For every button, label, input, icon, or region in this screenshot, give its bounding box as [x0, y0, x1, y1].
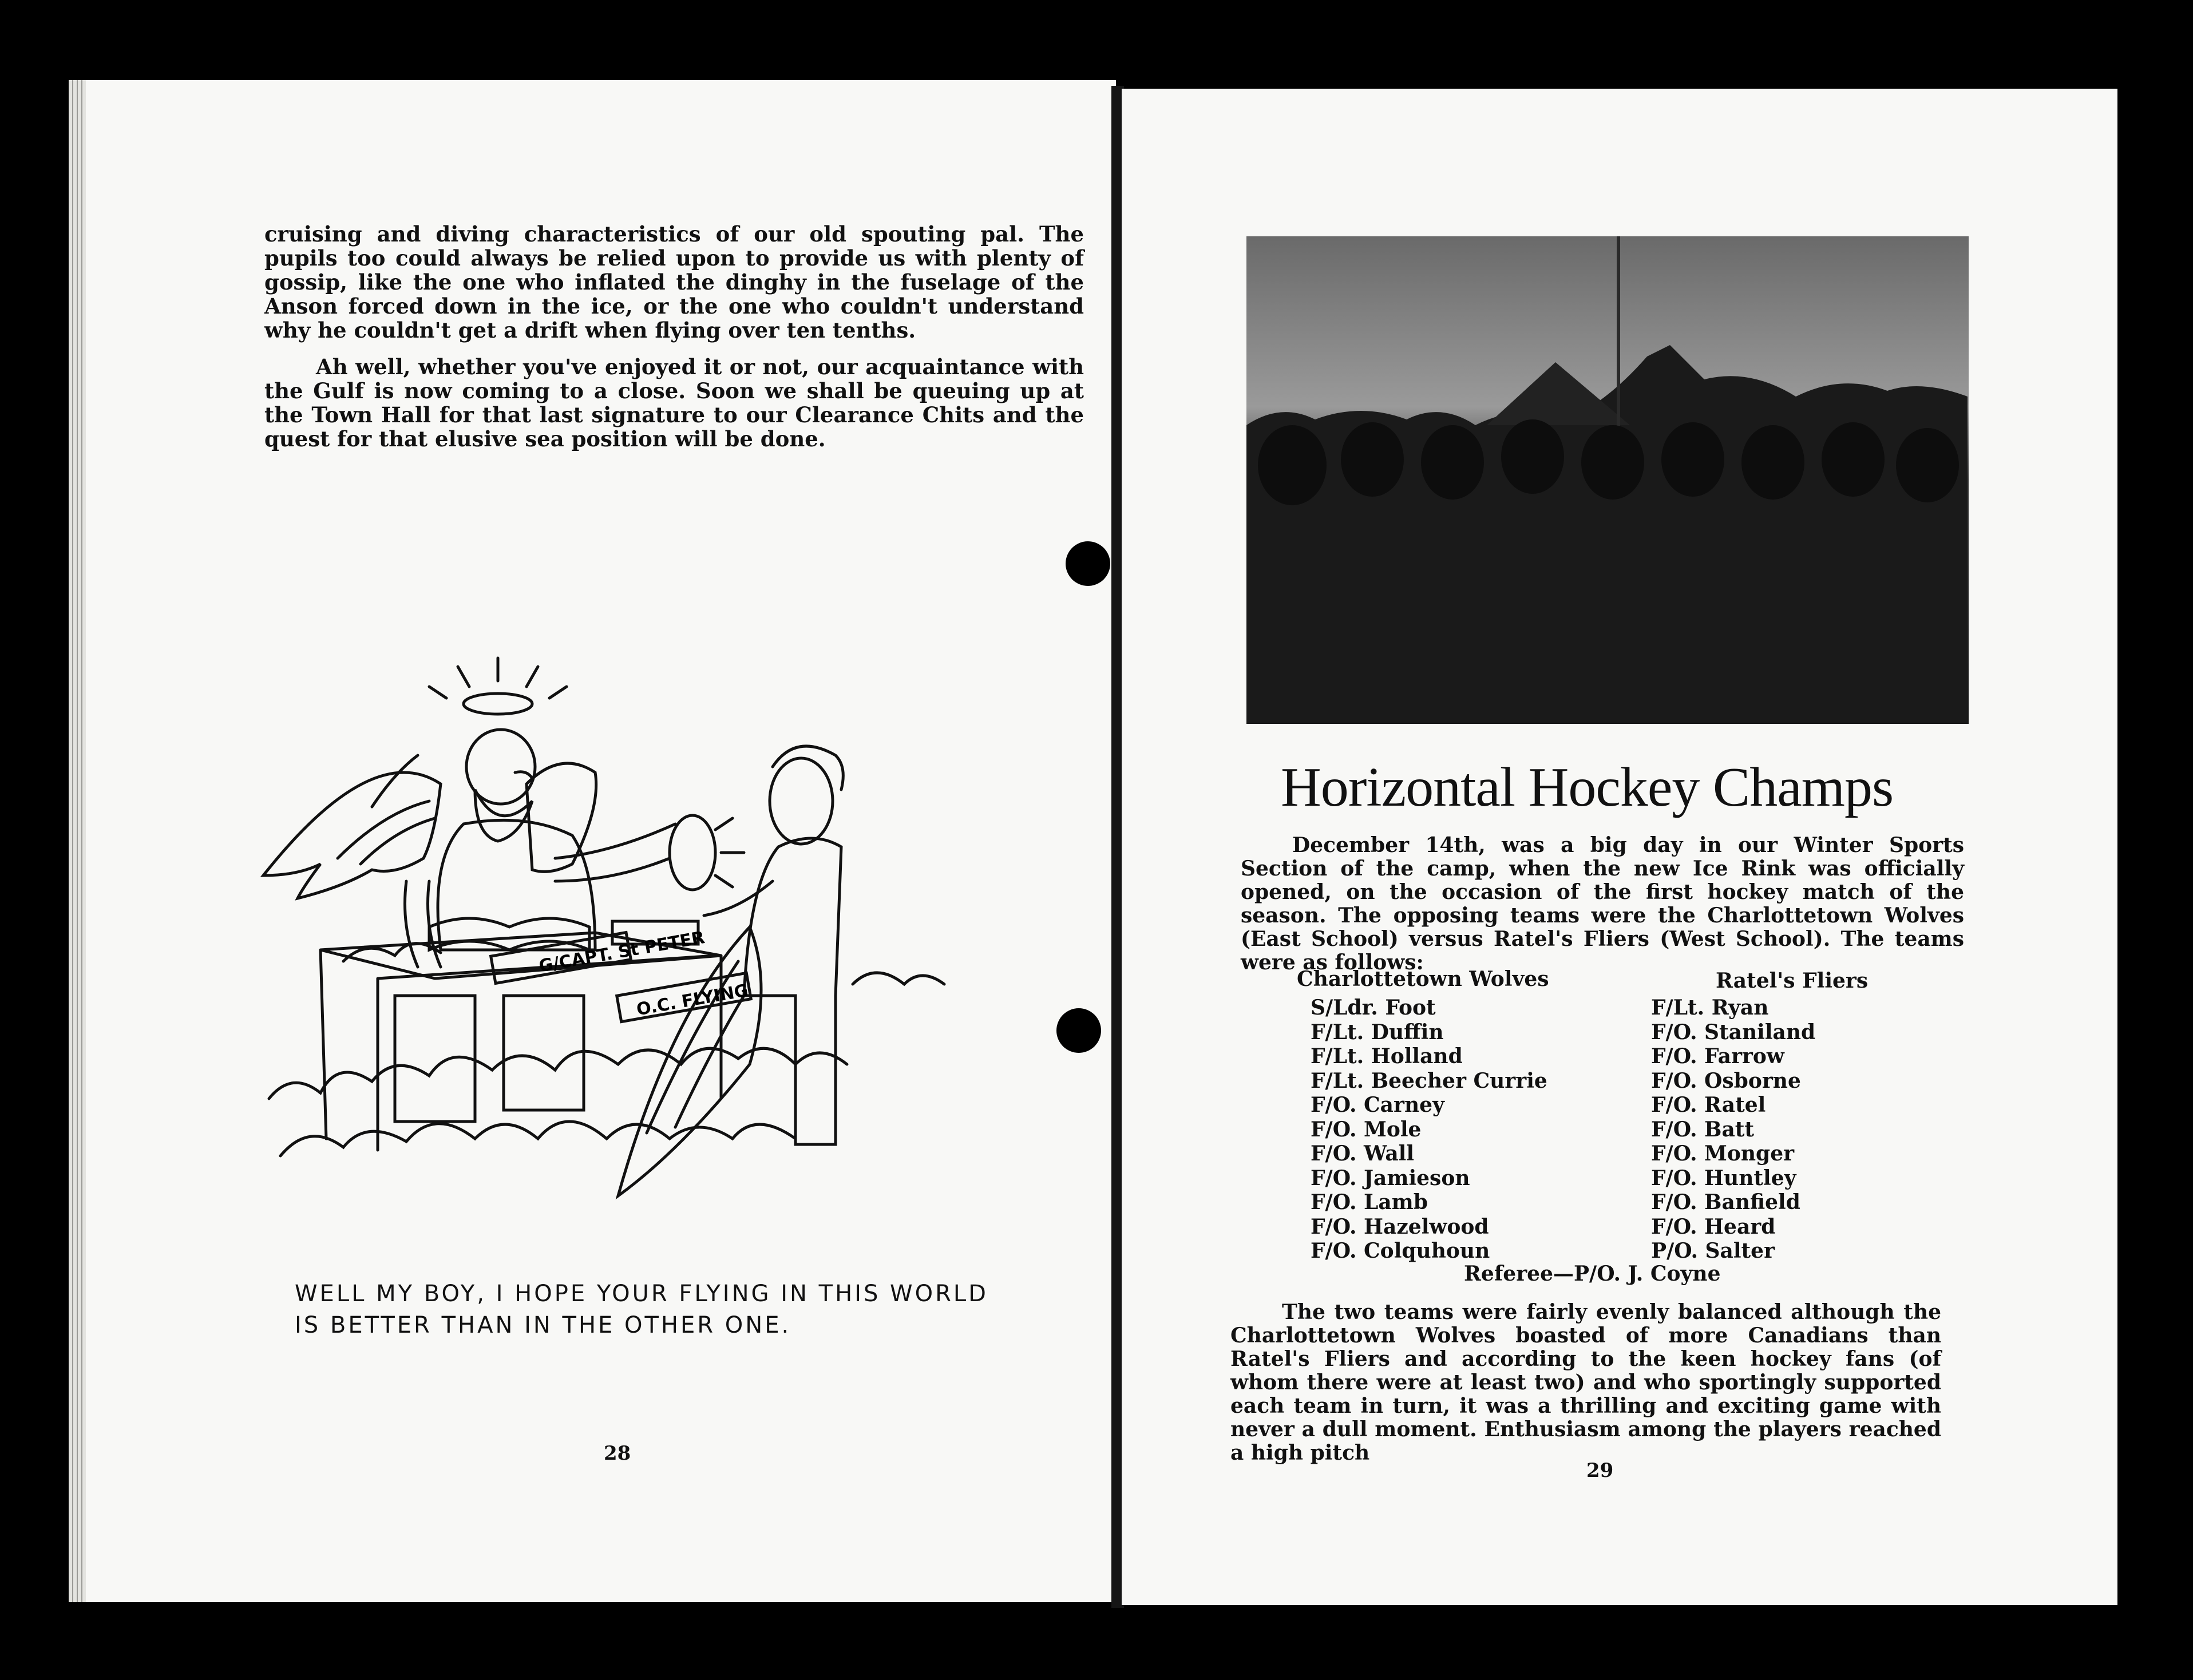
- player-name: F/O. Carney: [1311, 1093, 1444, 1117]
- article-intro: December 14th, was a big day in our Winter Sports Section of the camp, when the new Ice Rink was officially opened, on the occasion of the first hockey match of the season. The opposing teams were the Charlottetown Wolves (East School) versus Ratel's Fliers (West School). The teams were as follows:: [1241, 833, 1964, 974]
- cartoon-caption-line-2: IS BETTER THAN IN THE OTHER ONE.: [295, 1312, 791, 1338]
- player-name: F/O. Farrow: [1651, 1044, 1784, 1068]
- cloud-bank: [269, 1048, 847, 1099]
- hockey-team-photo: [1246, 236, 1969, 724]
- team-heading-charlottetown-wolves: Charlottetown Wolves: [1297, 967, 1549, 991]
- wings-badge-held: [670, 815, 715, 890]
- halo: [464, 694, 532, 714]
- player-name: F/Lt. Ryan: [1651, 996, 1769, 1020]
- player-name: F/O. Heard: [1651, 1214, 1776, 1239]
- pilot-uniform: [744, 838, 841, 1144]
- player-name: F/O. Osborne: [1651, 1068, 1801, 1093]
- roster-charlottetown-wolves: [1311, 996, 1547, 1263]
- cartoon-caption-line-1: WELL MY BOY, I HOPE YOUR FLYING IN THIS WORLD: [295, 1281, 988, 1307]
- binding-hole: [1066, 541, 1110, 586]
- right-page: [1122, 89, 2117, 1605]
- angel-wing-right: [527, 763, 596, 871]
- referee-line: Referee—P/O. J. Coyne: [1464, 1262, 1721, 1286]
- player-name: F/O. Mole: [1311, 1117, 1422, 1142]
- angel-wing-left: [263, 772, 441, 898]
- player-name: F/O. Jamieson: [1311, 1166, 1470, 1190]
- player-name: F/O. Ratel: [1651, 1093, 1766, 1117]
- left-page: [86, 80, 1116, 1602]
- st-peter-robe: [438, 820, 595, 950]
- player-name: F/O. Colquhoun: [1311, 1239, 1490, 1263]
- player-name: S/Ldr. Foot: [1311, 996, 1436, 1020]
- desk-sign-oc-flying-text: O.C. FLYING: [635, 980, 750, 1020]
- player-name: F/O. Lamb: [1311, 1190, 1428, 1214]
- st-peter-arm: [555, 824, 675, 881]
- player-name: P/O. Salter: [1651, 1239, 1775, 1263]
- player-name: F/O. Banfield: [1651, 1190, 1800, 1214]
- player-name: F/O. Batt: [1651, 1117, 1755, 1142]
- player-name: F/O. Monger: [1651, 1142, 1795, 1166]
- desk-sign-st-peter-text: G/CAPT. St PETER: [537, 928, 707, 977]
- paragraph-gulf-farewell: Ah well, whether you've enjoyed it or not, our acquaintance with the Gulf is now coming to a close. Soon we shall be queuing up at the Town Hall for that last signature to our Clearance Chits and the quest for that elusive sea position will be done.: [264, 354, 1084, 451]
- player-name: F/O. Hazelwood: [1311, 1214, 1489, 1239]
- player-name: F/Lt. Duffin: [1311, 1020, 1444, 1044]
- player-name: F/O. Huntley: [1651, 1166, 1796, 1190]
- player-name: F/O. Wall: [1311, 1142, 1415, 1166]
- pilot-head: [770, 758, 833, 844]
- desk: [320, 933, 721, 1150]
- player-name: F/O. Staniland: [1651, 1020, 1816, 1044]
- article-title: Horizontal Hockey Champs: [1281, 756, 1894, 818]
- player-name: F/Lt. Holland: [1311, 1044, 1463, 1068]
- article-closing-paragraph: The two teams were fairly evenly balanced although the Charlottetown Wolves boasted of more Canadians than Ratel's Fliers and according to the keen hockey fans (of whom there were at least two) and who sportingly supported each team in turn, it was a thrilling and exciting game with never a dull moment. Enthusiasm among the players reached a high pitch: [1230, 1300, 1941, 1465]
- cartoon-st-peter-illustration: [258, 584, 979, 1270]
- player-name: F/Lt. Beecher Currie: [1311, 1068, 1547, 1093]
- roster-ratels-fliers: [1651, 996, 1815, 1263]
- page-number-right: 29: [1586, 1459, 1614, 1482]
- page-number-left: 28: [604, 1442, 631, 1465]
- pilot-arm: [704, 881, 773, 916]
- team-heading-ratels-fliers: Ratel's Fliers: [1716, 969, 1869, 993]
- binding-hole: [1056, 1008, 1101, 1053]
- pilot-wings-carried: [618, 927, 761, 1196]
- paragraph-gossip: cruising and diving characteristics of our old spouting pal. The pupils too could always be relied upon to provide us with plenty of gossip, like the one who inflated the dinghy in the fuselage of the Anson forced down in the ice, or the one who couldn't understand why he couldn't get a drift when flying over ten tenths.: [264, 221, 1084, 343]
- pilot-hair: [773, 746, 843, 790]
